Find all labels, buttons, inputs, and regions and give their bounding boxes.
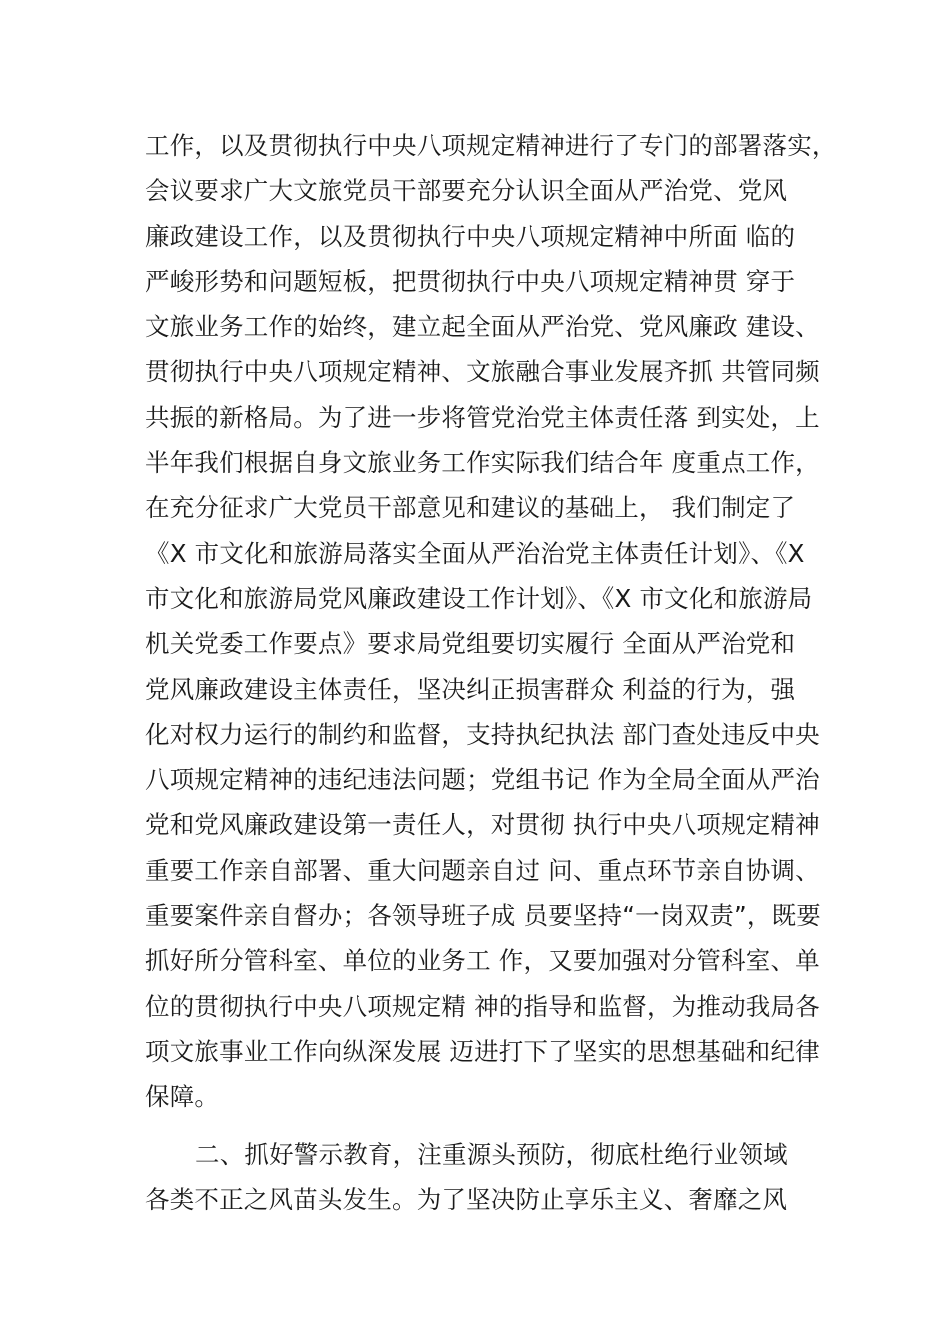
paragraph-gap [145, 1120, 845, 1132]
text-line: 在充分征求广大党员干部意见和建议的基础上， 我们制定了 [145, 493, 796, 523]
text-line: 重要工作亲自部署、重大问题亲自过 问、重点环节亲自协调、 [145, 855, 820, 885]
text-line: 文旅业务工作的始终，建立起全面从严治党、党风廉政 建设、 [145, 312, 820, 342]
text-line: 各类不正之风苗头发生。为了坚决防止享乐主义、奢靡之风 [145, 1184, 788, 1214]
text-line: 廉政建设工作，以及贯彻执行中央八项规定精神中所面 临的 [145, 221, 796, 251]
text-line: 严峻形势和问题短板，把贯彻执行中央八项规定精神贯 穿于 [145, 266, 796, 296]
text-line: 《X 市文化和旅游局落实全面从严治治党主体责任计划》、《X [145, 538, 805, 568]
text-line: 项文旅事业工作向纵深发展 迈进打下了坚实的思想基础和纪律 [145, 1036, 820, 1066]
text-line: 化对权力运行的制约和监督，支持执纪执法 部门查处违反中央 [145, 719, 820, 749]
section-heading-line: 二、抓好警示教育，注重源头预防，彻底杜绝行业领域 [195, 1139, 788, 1169]
body-text [145, 123, 845, 1222]
text-line: 抓好所分管科室、单位的业务工 作，又要加强对分管科室、单 [145, 946, 820, 976]
text-line: 共振的新格局。为了进一步将管党治党主体责任落 到实处，上 [145, 402, 820, 432]
text-line: 保障。 [145, 1082, 220, 1112]
text-line: 党和党风廉政建设第一责任人，对贯彻 执行中央八项规定精神 [145, 810, 820, 840]
text-line: 半年我们根据自身文旅业务工作实际我们结合年 度重点工作， [145, 448, 820, 478]
text-line: 位的贯彻执行中央八项规定精 神的指导和监督，为推动我局各 [145, 991, 820, 1021]
text-line: 八项规定精神的违纪违法问题；党组书记 作为全局全面从严治 [145, 765, 820, 795]
text-line: 贯彻执行中央八项规定精神、文旅融合事业发展齐抓 共管同频 [145, 357, 820, 387]
paragraph-2 [145, 1132, 845, 1223]
text-line: 机关党委工作要点》要求局党组要切实履行 全面从严治党和 [145, 629, 796, 659]
text-line: 市文化和旅游局党风廉政建设工作计划》、《X 市文化和旅游局 [145, 583, 813, 613]
text-line: 会议要求广大文旅党员干部要充分认识全面从严治党、党风 [145, 176, 788, 206]
paragraph-1 [145, 123, 845, 1120]
text-line: 重要案件亲自督办；各领导班子成 员要坚持“一岗双责”，既要 [145, 901, 821, 931]
text-line: 党风廉政建设主体责任，坚决纠正损害群众 利益的行为，强 [145, 674, 796, 704]
text-line: 工作，以及贯彻执行中央八项规定精神进行了专门的部署落实， [145, 131, 837, 160]
